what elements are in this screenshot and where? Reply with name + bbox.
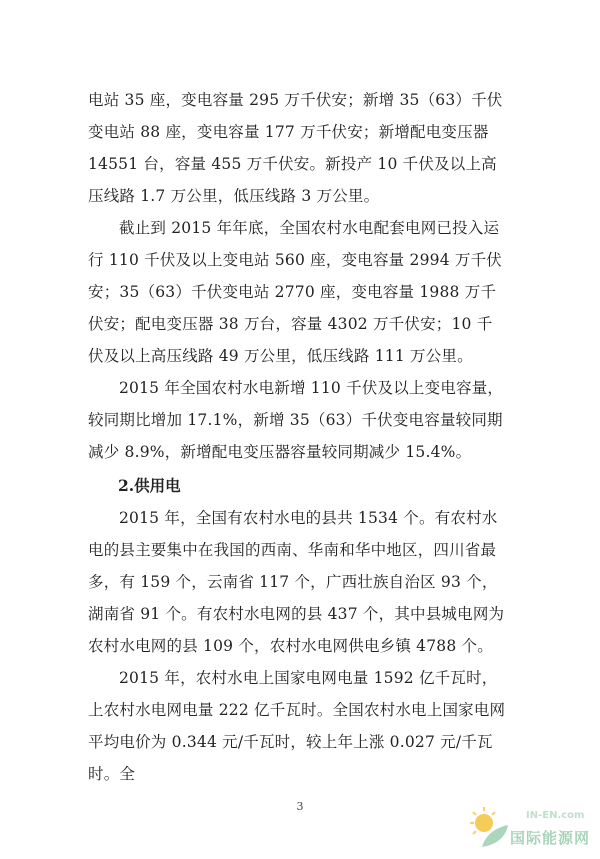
page-number: 3 xyxy=(296,800,304,813)
section-heading-power-supply: 2.供用电 xyxy=(118,476,181,495)
sun-leaf-icon xyxy=(462,801,512,851)
watermark-name: 国际能源网 xyxy=(510,829,591,847)
watermark-logo xyxy=(462,801,592,851)
paragraph-electricity-volume: 2015 年，农村水电上国家电网电量 1592 亿千瓦时，上农村水电网电量 222 亿千瓦时。全国农村水电上国家电网平均电价为 0.344 元/千瓦时，较上年上涨 0.027 元/千瓦时。全 xyxy=(88,669,506,783)
paragraph-growth-rates: 2015 年全国农村水电新增 110 千伏及以上变电容量，较同期比增加 17.1%，新增 35（63）千伏变电容量较同期减少 8.9%，新增配电变压器容量较同期减少 15.4%。 xyxy=(88,379,504,461)
paragraph-counties: 2015 年，全国有农村水电的县共 1534 个。有农村水电的县主要集中在我国的西南、华南和华中地区，四川省最多，有 159 个，云南省 117 个，广西壮族自治区 93 个，湖南省 91 个。有农村水电网的县 437 个，其中县城电网为农村水电网的县 109 个，农村水电网供电乡镇 4788 个。 xyxy=(88,509,505,655)
paragraph-substations-added: 电站 35 座，变电容量 295 万千伏安；新增 35（63）千伏变电站 88 座，变电容量 177 万千伏安；新增配电变压器 14551 台，容量 455 万千伏安。新投产 10 千伏及以上高压线路 1.7 万公里，低压线路 3 万公里。 xyxy=(88,91,503,205)
watermark-site: IN-EN.com xyxy=(526,810,585,821)
paragraph-grid-totals-2015: 截止到 2015 年年底，全国农村水电配套电网已投入运行 110 千伏及以上变电站 560 座，变电容量 2994 万千伏安；35（63）千伏变电站 2770 座，变电容量 1988 万千伏安；配电变压器 38 万台，容量 4302 万千伏安；10 千伏及以上高压线路 49 万公里，低压线路 111 万公里。 xyxy=(88,219,502,365)
